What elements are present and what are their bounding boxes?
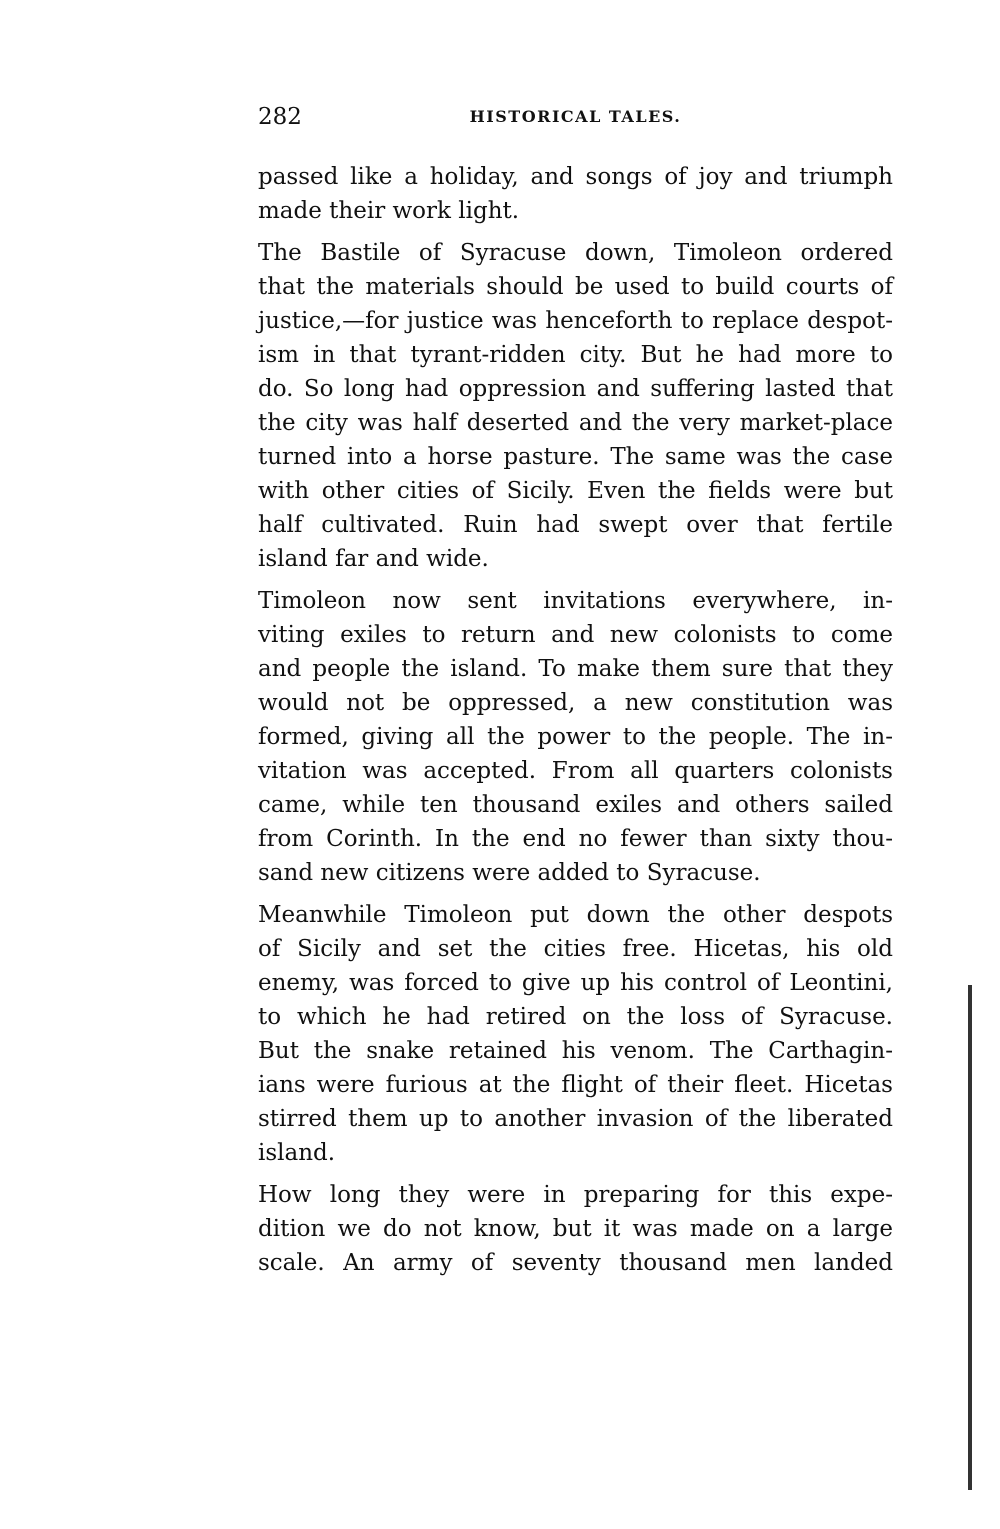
text-line: made their work light.: [258, 198, 520, 224]
text-line: do. So long had oppression and suffering lasted that: [258, 376, 893, 402]
page-body: [258, 160, 893, 1280]
text-line: would not be oppressed, a new constitution was: [258, 690, 893, 716]
paragraph: [258, 1178, 893, 1280]
text-line: passed like a holiday, and songs of joy and triumph: [258, 164, 893, 190]
page-header: [258, 104, 893, 138]
text-line: of Sicily and set the cities free. Hicetas, his old: [258, 936, 893, 962]
text-line: dition we do not know, but it was made on a large: [258, 1216, 893, 1242]
paragraph: [258, 898, 893, 1170]
text-line: scale. An army of seventy thousand men landed: [258, 1250, 893, 1276]
text-line: The Bastile of Syracuse down, Timoleon ordered: [258, 240, 893, 266]
text-line: that the materials should be used to build courts of: [258, 274, 893, 300]
text-line: enemy, was forced to give up his control of Leontini,: [258, 970, 893, 996]
text-line: viting exiles to return and new colonists to come: [258, 622, 893, 648]
text-line: stirred them up to another invasion of the liberated: [258, 1106, 893, 1132]
text-line: half cultivated. Ruin had swept over that fertile: [258, 512, 893, 538]
text-line: to which he had retired on the loss of Syracuse.: [258, 1004, 893, 1030]
page-number: 282: [258, 104, 302, 130]
text-line: How long they were in preparing for this expe-: [258, 1182, 893, 1208]
text-line: from Corinth. In the end no fewer than sixty thou-: [258, 826, 893, 852]
text-line: But the snake retained his venom. The Carthagin-: [258, 1038, 893, 1064]
text-line: came, while ten thousand exiles and others sailed: [258, 792, 893, 818]
text-line: Meanwhile Timoleon put down the other despots: [258, 902, 893, 928]
paragraph: [258, 584, 893, 890]
text-line: turned into a horse pasture. The same was the case: [258, 444, 893, 470]
paragraph: [258, 160, 893, 228]
text-line: ians were furious at the flight of their fleet. Hicetas: [258, 1072, 893, 1098]
paragraph: [258, 236, 893, 576]
text-line: island.: [258, 1140, 336, 1166]
text-line: the city was half deserted and the very market-place: [258, 410, 893, 436]
text-line: with other cities of Sicily. Even the fields were but: [258, 478, 893, 504]
text-line: sand new citizens were added to Syracuse.: [258, 860, 761, 886]
scan-edge-artifact: [968, 985, 972, 1490]
text-line: island far and wide.: [258, 546, 489, 572]
text-line: vitation was accepted. From all quarters colonists: [258, 758, 893, 784]
text-line: justice,—for justice was henceforth to replace despot-: [258, 308, 893, 334]
text-line: Timoleon now sent invitations everywhere, in-: [258, 588, 893, 614]
running-title: HISTORICAL TALES.: [469, 107, 682, 126]
text-line: formed, giving all the power to the people. The in-: [258, 724, 893, 750]
text-line: and people the island. To make them sure that they: [258, 656, 893, 682]
text-line: ism in that tyrant-ridden city. But he had more to: [258, 342, 893, 368]
